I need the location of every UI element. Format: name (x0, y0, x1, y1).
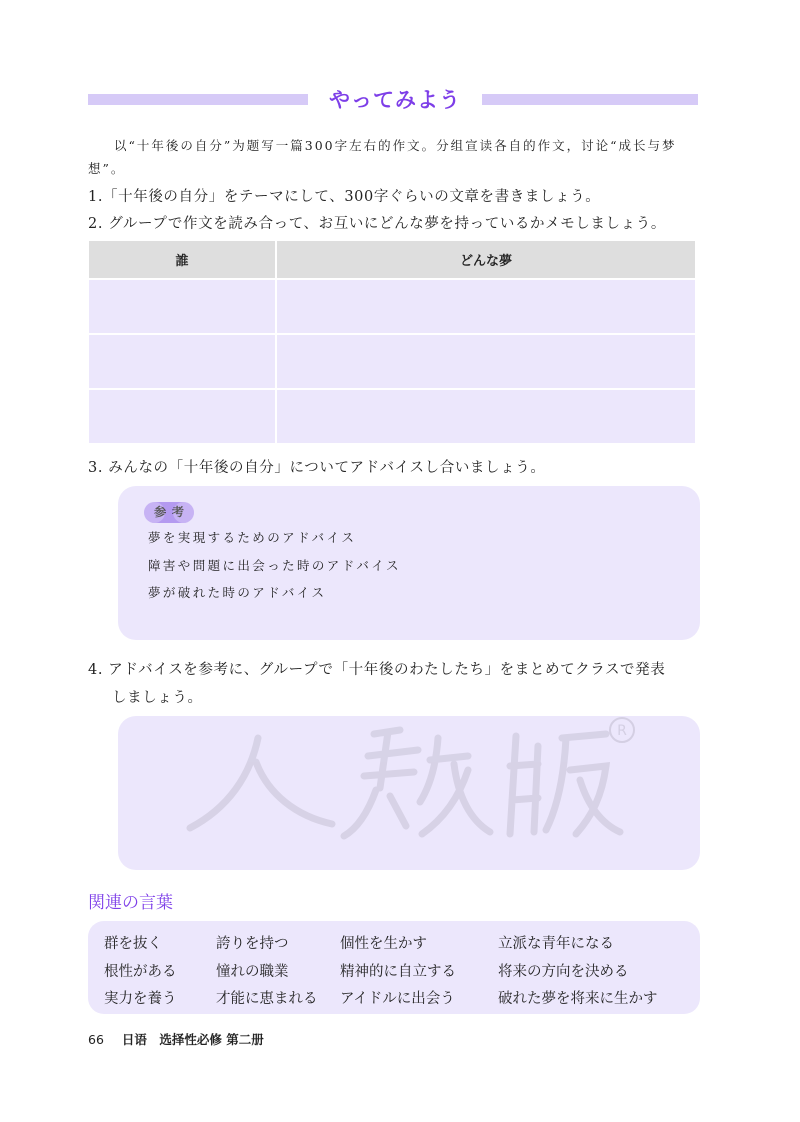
memo-box[interactable] (118, 716, 700, 870)
header-bar-left (88, 94, 308, 105)
related-words-heading: 関連の言葉 (88, 893, 173, 913)
reference-item: 夢を実現するためのアドバイス (148, 530, 357, 545)
table-cell-dream[interactable] (276, 334, 696, 389)
table-row (89, 389, 696, 443)
header-bar-right (482, 94, 698, 105)
page-footer (88, 1030, 264, 1048)
related-word: 才能に恵まれる (216, 991, 318, 1007)
memo-table (89, 241, 697, 443)
table-row (89, 279, 696, 334)
task-3: 3. みんなの「十年後の自分」についてアドバイスし合いましょう。 (88, 460, 546, 476)
column-header-dream: どんな夢 (276, 241, 696, 279)
table-cell-who[interactable] (89, 389, 276, 443)
table-cell-dream[interactable] (276, 389, 696, 443)
table-cell-who[interactable] (89, 279, 276, 334)
column-header-who: 誰 (89, 241, 276, 279)
table-row (89, 334, 696, 389)
related-word: 憧れの職業 (216, 964, 289, 980)
page-number: 66 (88, 1032, 104, 1047)
related-word: 誇りを持つ (216, 936, 289, 952)
task-1: 1.「十年後の自分」をテーマにして、300字ぐらいの文章を書きましょう。 (88, 189, 601, 205)
table-cell-who[interactable] (89, 334, 276, 389)
table-cell-dream[interactable] (276, 279, 696, 334)
related-word: 精神的に自立する (340, 964, 456, 980)
related-word: 個性を生かす (340, 936, 427, 952)
related-word: アイドルに出会う (340, 991, 455, 1007)
related-word: 群を抜く (104, 936, 162, 952)
task-4: 4. アドバイスを参考に、グループで「十年後のわたしたち」をまとめてクラスで発表 (88, 662, 666, 678)
reference-badge: 参考 (144, 502, 194, 523)
watermark-logo (118, 716, 700, 870)
related-word: 立派な青年になる (498, 936, 614, 952)
related-word: 実力を養う (104, 991, 177, 1007)
task-4-continued: しましょう。 (112, 690, 203, 706)
related-word: 破れた夢を将来に生かす (498, 991, 658, 1007)
section-title: やってみよう (329, 88, 461, 112)
reference-item: 障害や問題に出会った時のアドバイス (148, 558, 401, 573)
task-2: 2. グループで作文を読み合って、お互いにどんな夢を持っているかメモしましょう。 (88, 216, 666, 232)
reference-item: 夢が破れた時のアドバイス (148, 585, 327, 600)
related-word: 根性がある (104, 964, 177, 980)
table-header-row (89, 241, 696, 279)
related-word: 将来の方向を決める (498, 964, 629, 980)
book-title: 日语 选择性必修 第二册 (121, 1032, 264, 1047)
svg-text:R: R (617, 723, 627, 739)
intro-paragraph: 以“十年後の自分”为题写一篇300字左右的作文。分组宣读各自的作文，讨论“成长与梦想”。 (88, 138, 677, 176)
